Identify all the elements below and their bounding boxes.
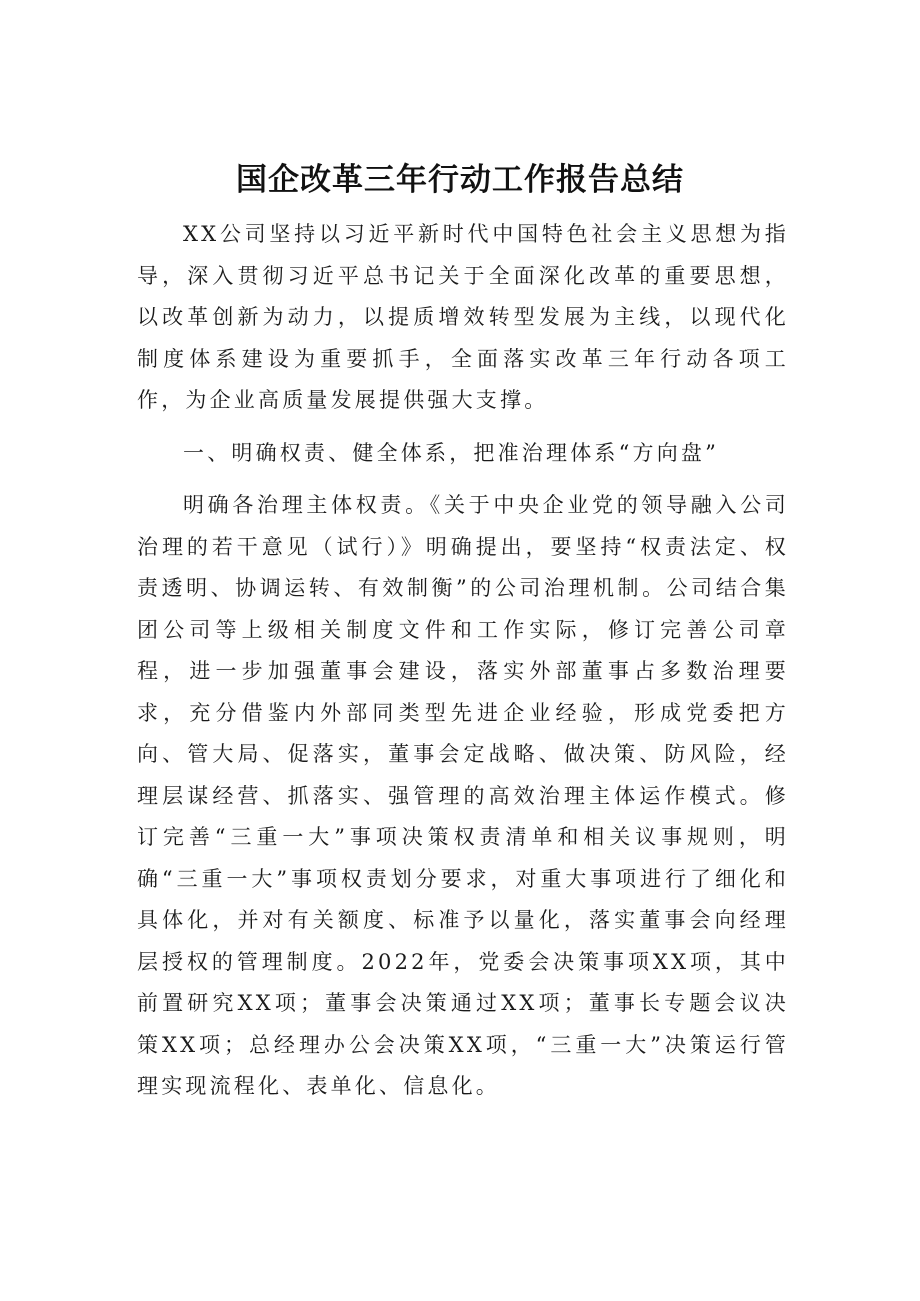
document-body: [137, 214, 789, 1108]
intro-paragraph: XX公司坚持以习近平新时代中国特色社会主义思想为指导，深入贯彻习近平总书记关于全面深化改革的重要思想，以改革创新为动力，以提质增效转型发展为主线，以现代化制度体系建设为重要抓手，全面落实改革三年行动各项工作，为企业高质量发展提供强大支撑。: [137, 222, 789, 412]
document-title: 国企改革三年行动工作报告总结: [236, 162, 684, 198]
section-1-paragraph: 明确各治理主体权责。《关于中央企业党的领导融入公司治理的若干意见（试行）》明确提出，要坚持“权责法定、权责透明、协调运转、有效制衡”的公司治理机制。公司结合集团公司等上级相关制度文件和工作实际，修订完善公司章程，进一步加强董事会建设，落实外部董事占多数治理要求，充分借鉴内外部同类型先进企业经验，形成党委把方向、管大局、促落实，董事会定战略、做决策、防风险，经理层谋经营、抓落实、强管理的高效治理主体运作模式。修订完善“三重一大”事项决策权责清单和相关议事规则，明确“三重一大”事项权责划分要求，对重大事项进行了细化和具体化，并对有关额度、标准予以量化，落实董事会向经理层授权的管理制度。2022年，党委会决策事项XX项，其中前置研究XX项；董事会决策通过XX项；董事长专题会议决策XX项；总经理办公会决策XX项，“三重一大”决策运行管理实现流程化、表单化、信息化。: [137, 493, 789, 1098]
section-heading-1: 一、明确权责、健全体系，把准治理体系“方向盘”: [183, 440, 720, 465]
